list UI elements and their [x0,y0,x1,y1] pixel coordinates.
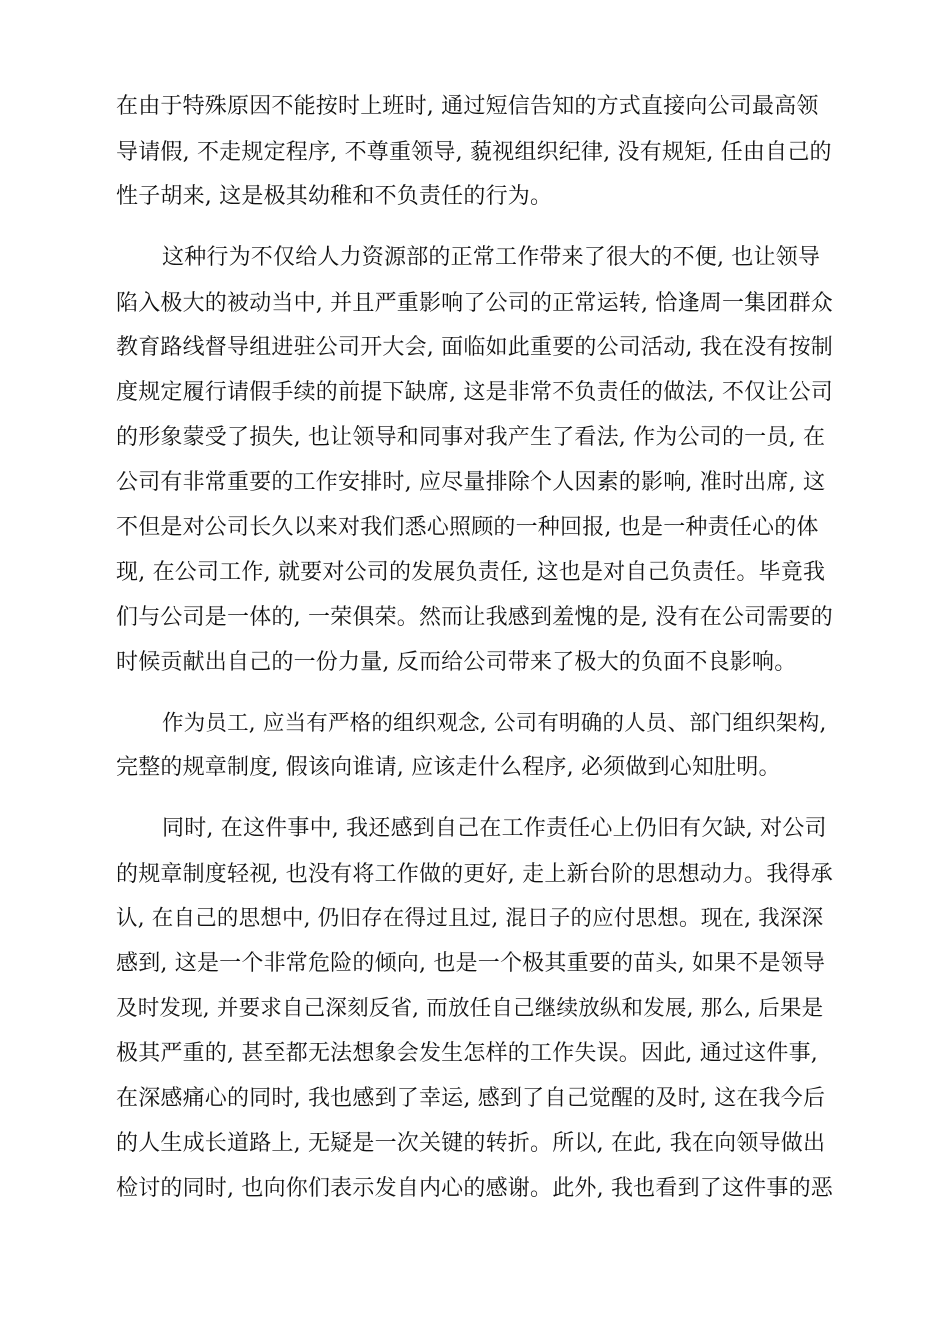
paragraph-2-line-9: 们与公司是一体的, 一荣俱荣。然而让我感到羞愧的是, 没有在公司需要的 [116,605,833,630]
paragraph-2-line-8: 现, 在公司工作, 就要对公司的发展负责任, 这也是对自己负责任。毕竟我 [116,560,826,585]
paragraph-4-line-4: 感到, 这是一个非常危险的倾向, 也是一个极其重要的苗头, 如果不是领导 [116,951,826,976]
paragraph-3-line-1: 作为员工, 应当有严格的组织观念, 公司有明确的人员、部门组织架构, [162,711,827,736]
paragraph-2-line-3: 教育路线督导组进驻公司开大会, 面临如此重要的公司活动, 我在没有按制 [116,335,833,360]
paragraph-4-line-1: 同时, 在这件事中, 我还感到自己在工作责任心上仍旧有欠缺, 对公司 [162,816,827,841]
paragraph-2-line-2: 陷入极大的被动当中, 并且严重影响了公司的正常运转, 恰逢周一集团群众 [116,291,833,316]
paragraph-2-line-6: 公司有非常重要的工作安排时, 应尽量排除个人因素的影响, 准时出席, 这 [116,470,826,495]
paragraph-4-line-6: 极其严重的, 甚至都无法想象会发生怎样的工作失误。因此, 通过这件事, [116,1041,818,1066]
paragraph-2-line-5: 的形象蒙受了损失, 也让领导和同事对我产生了看法, 作为公司的一员, 在 [116,425,826,450]
paragraph-1-line-1: 在由于特殊原因不能按时上班时, 通过短信告知的方式直接向公司最高领 [116,94,819,119]
paragraph-4-line-2: 的规章制度轻视, 也没有将工作做的更好, 走上新台阶的思想动力。我得承 [116,862,833,887]
paragraph-3-line-2: 完整的规章制度, 假该向谁请, 应该走什么程序, 必须做到心知肚明。 [116,755,781,780]
paragraph-4-line-5: 及时发现, 并要求自己深刻反省, 而放任自己继续放纵和发展, 那么, 后果是 [116,996,824,1021]
paragraph-2-line-7: 不但是对公司长久以来对我们悉心照顾的一种回报, 也是一种责任心的体 [116,515,819,540]
paragraph-1-line-2: 导请假, 不走规定程序, 不尊重领导, 藐视组织纪律, 没有规矩, 任由自己的 [116,140,832,165]
paragraph-4-line-9: 检讨的同时, 也向你们表示发自内心的感谢。此外, 我也看到了这件事的恶 [116,1176,833,1201]
paragraph-4-line-7: 在深感痛心的同时, 我也感到了幸运, 感到了自己觉醒的及时, 这在我今后 [116,1086,826,1111]
paragraph-2-line-1: 这种行为不仅给人力资源部的正常工作带来了很大的不便, 也让领导 [162,245,821,270]
paragraph-1-line-3: 性子胡来, 这是极其幼稚和不负责任的行为。 [116,184,553,209]
paragraph-4-line-8: 的人生成长道路上, 无疑是一次关键的转折。所以, 在此, 我在向领导做出 [116,1131,826,1156]
paragraph-2-line-4: 度规定履行请假手续的前提下缺席, 这是非常不负责任的做法, 不仅让公司 [116,380,833,405]
paragraph-2-line-10: 时候贡献出自己的一份力量, 反而给公司带来了极大的负面不良影响。 [116,650,797,675]
paragraph-4-line-3: 认, 在自己的思想中, 仍旧存在得过且过, 混日子的应付思想。现在, 我深深 [116,906,824,931]
